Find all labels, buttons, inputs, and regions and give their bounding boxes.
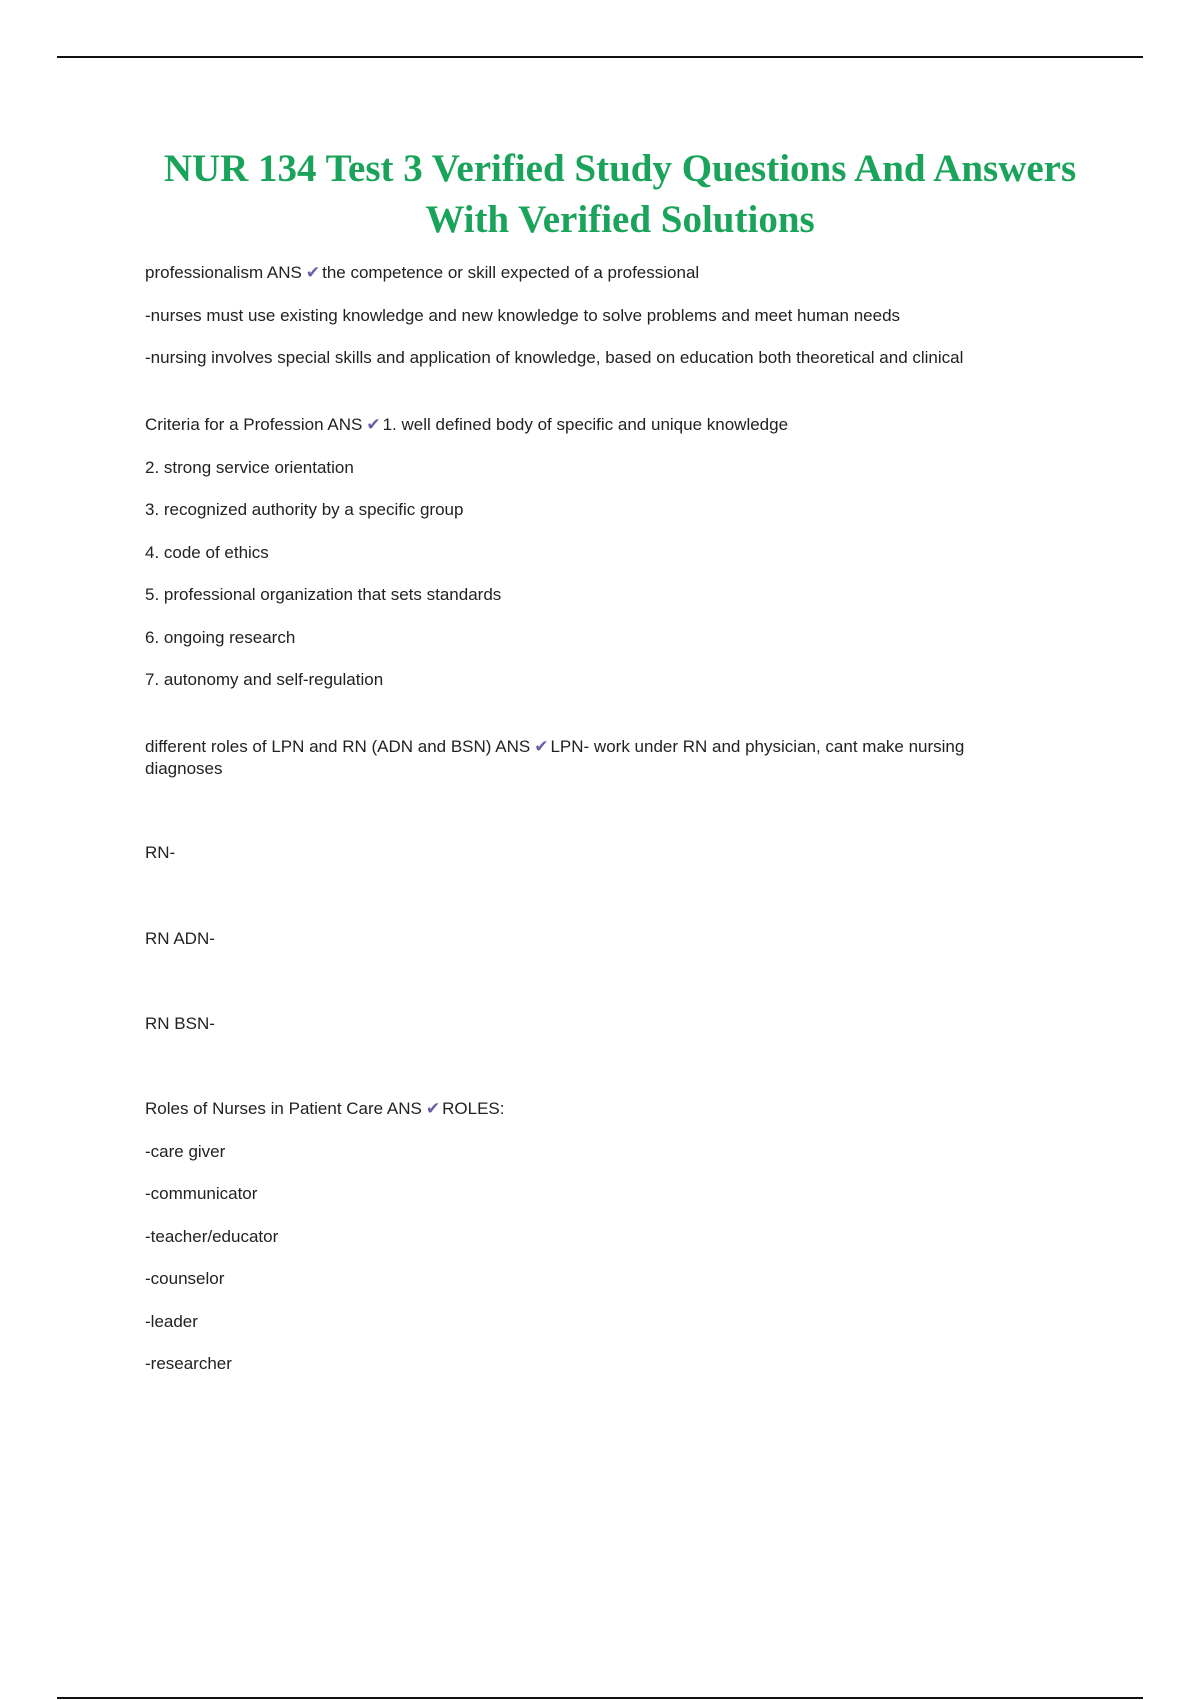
- title-line-1: NUR 134 Test 3 Verified Study Questions And Answers: [163, 147, 1077, 190]
- ans-marker: ANS: [386, 1099, 422, 1118]
- title-line-2: With Verified Solutions: [425, 198, 815, 241]
- page-bottom-rule: [57, 1697, 1143, 1699]
- qa-term: Criteria for a Profession: [145, 415, 324, 434]
- ans-marker: ANS: [495, 737, 531, 756]
- answer-line: -nurses must use existing knowledge and new knowledge to solve problems and meet human needs: [145, 305, 901, 325]
- check-icon: ✔: [366, 415, 381, 435]
- check-icon: ✔: [534, 737, 549, 757]
- check-icon: ✔: [425, 1099, 441, 1119]
- qa-question-nurse-roles: [145, 1098, 1065, 1120]
- qa-answer: LPN- work under RN and physician, cant make nursing diagnoses: [145, 737, 965, 778]
- answer-line: -communicator: [145, 1184, 258, 1203]
- answer-line-rn-adn: RN ADN-: [145, 929, 215, 948]
- document-body: [145, 262, 1065, 1396]
- answer-line: -nursing involves special skills and application of knowledge, based on education both theoretical and clinical: [145, 348, 964, 367]
- answer-line: 6. ongoing research: [145, 627, 296, 647]
- qa-term: Roles of Nurses in Patient Care: [145, 1099, 384, 1118]
- answer-line: 4. code of ethics: [145, 542, 269, 562]
- ans-marker: ANS: [327, 415, 363, 434]
- qa-answer: 1. well defined body of specific and unique knowledge: [382, 415, 789, 434]
- qa-answer: the competence or skill expected of a professional: [322, 263, 700, 282]
- qa-question-professionalism: [145, 262, 1065, 284]
- qa-term: different roles of LPN and RN (ADN and BSN): [145, 737, 492, 756]
- answer-line: -care giver: [145, 1141, 226, 1161]
- document-title: [100, 143, 1140, 245]
- answer-line: -leader: [145, 1311, 198, 1331]
- answer-line-rn: RN-: [145, 843, 176, 862]
- qa-question-criteria: [145, 414, 1065, 436]
- answer-line: 5. professional organization that sets standards: [145, 585, 502, 604]
- qa-answer: ROLES:: [442, 1099, 505, 1118]
- qa-term: professionalism: [145, 263, 264, 282]
- answer-line-rn-bsn: RN BSN-: [145, 1014, 215, 1033]
- qa-question-lpn-rn-roles: [145, 736, 1025, 780]
- ans-marker: ANS: [266, 263, 302, 282]
- answer-line: 7. autonomy and self-regulation: [145, 670, 384, 689]
- answer-line: -researcher: [145, 1354, 232, 1373]
- answer-line: -counselor: [145, 1269, 225, 1288]
- answer-line: -teacher/educator: [145, 1226, 279, 1246]
- answer-line: 3. recognized authority by a specific group: [145, 500, 464, 519]
- answer-line: 2. strong service orientation: [145, 457, 354, 477]
- page-top-rule: [57, 56, 1143, 58]
- check-icon: ✔: [305, 263, 321, 283]
